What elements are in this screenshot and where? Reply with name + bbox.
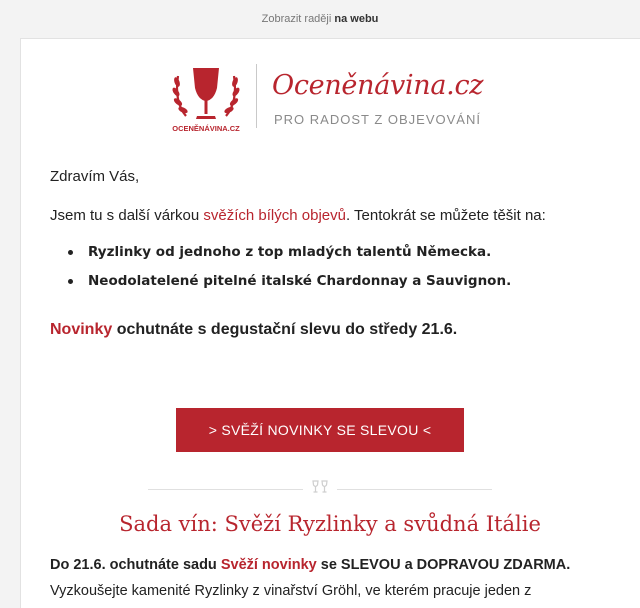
emblem-text: OCENĚNÁVINA.CZ	[172, 124, 240, 133]
list-item: Neodolatelené pitelné italské Chardonnay a Sauvignon.	[62, 273, 511, 302]
novinky-paragraph	[50, 321, 457, 339]
view-in-browser-bar	[0, 0, 640, 38]
brand-name: Oceněnávina.cz	[272, 70, 484, 101]
intro-highlight: svěžích bílých objevů	[203, 207, 346, 224]
body-paragraph: Vyzkoušejte kamenité Ryzlinky z vinařství Gröhl, ve kterém pracuje jeden z	[50, 583, 532, 599]
list-item: Ryzlinky od jednoho z top mladých talentů Německa.	[62, 244, 511, 273]
offer-paragraph	[50, 557, 570, 573]
intro-after: . Tentokrát se můžete těšit na:	[345, 207, 546, 224]
wine-glass-laurel-icon	[168, 58, 244, 138]
section-divider	[148, 488, 492, 492]
wine-glasses-icon	[310, 480, 330, 496]
view-on-web-link[interactable]: na webu	[334, 13, 379, 25]
fresh-news-discount-button[interactable]: > SVĚŽÍ NOVINKY SE SLEVOU <	[176, 408, 464, 452]
novinky-highlight: Novinky	[50, 321, 113, 338]
view-in-browser-prefix: Zobrazit raději	[261, 13, 332, 25]
offer-highlight: Svěží novinky	[220, 557, 317, 573]
offer-after: se SLEVOU a DOPRAVOU ZDARMA.	[316, 557, 571, 573]
greeting: Zdravím Vás,	[50, 168, 140, 185]
intro-before: Jsem tu s další várkou	[50, 207, 204, 224]
offer-before: Do 21.6. ochutnáte sadu	[50, 557, 221, 573]
section-title: Sada vín: Svěží Ryzlinky a svůdná Itálie	[119, 512, 541, 536]
brand-tagline: PRO RADOST Z OBJEVOVÁNÍ	[274, 112, 481, 127]
highlights-list	[62, 244, 511, 302]
novinky-rest: ochutnáte s degustační slevu do středy 21.6.	[112, 321, 458, 338]
logo-divider	[256, 64, 257, 128]
divider-line	[148, 489, 303, 490]
intro-paragraph	[50, 207, 546, 224]
logo[interactable]	[168, 58, 484, 138]
divider-line	[337, 489, 492, 490]
